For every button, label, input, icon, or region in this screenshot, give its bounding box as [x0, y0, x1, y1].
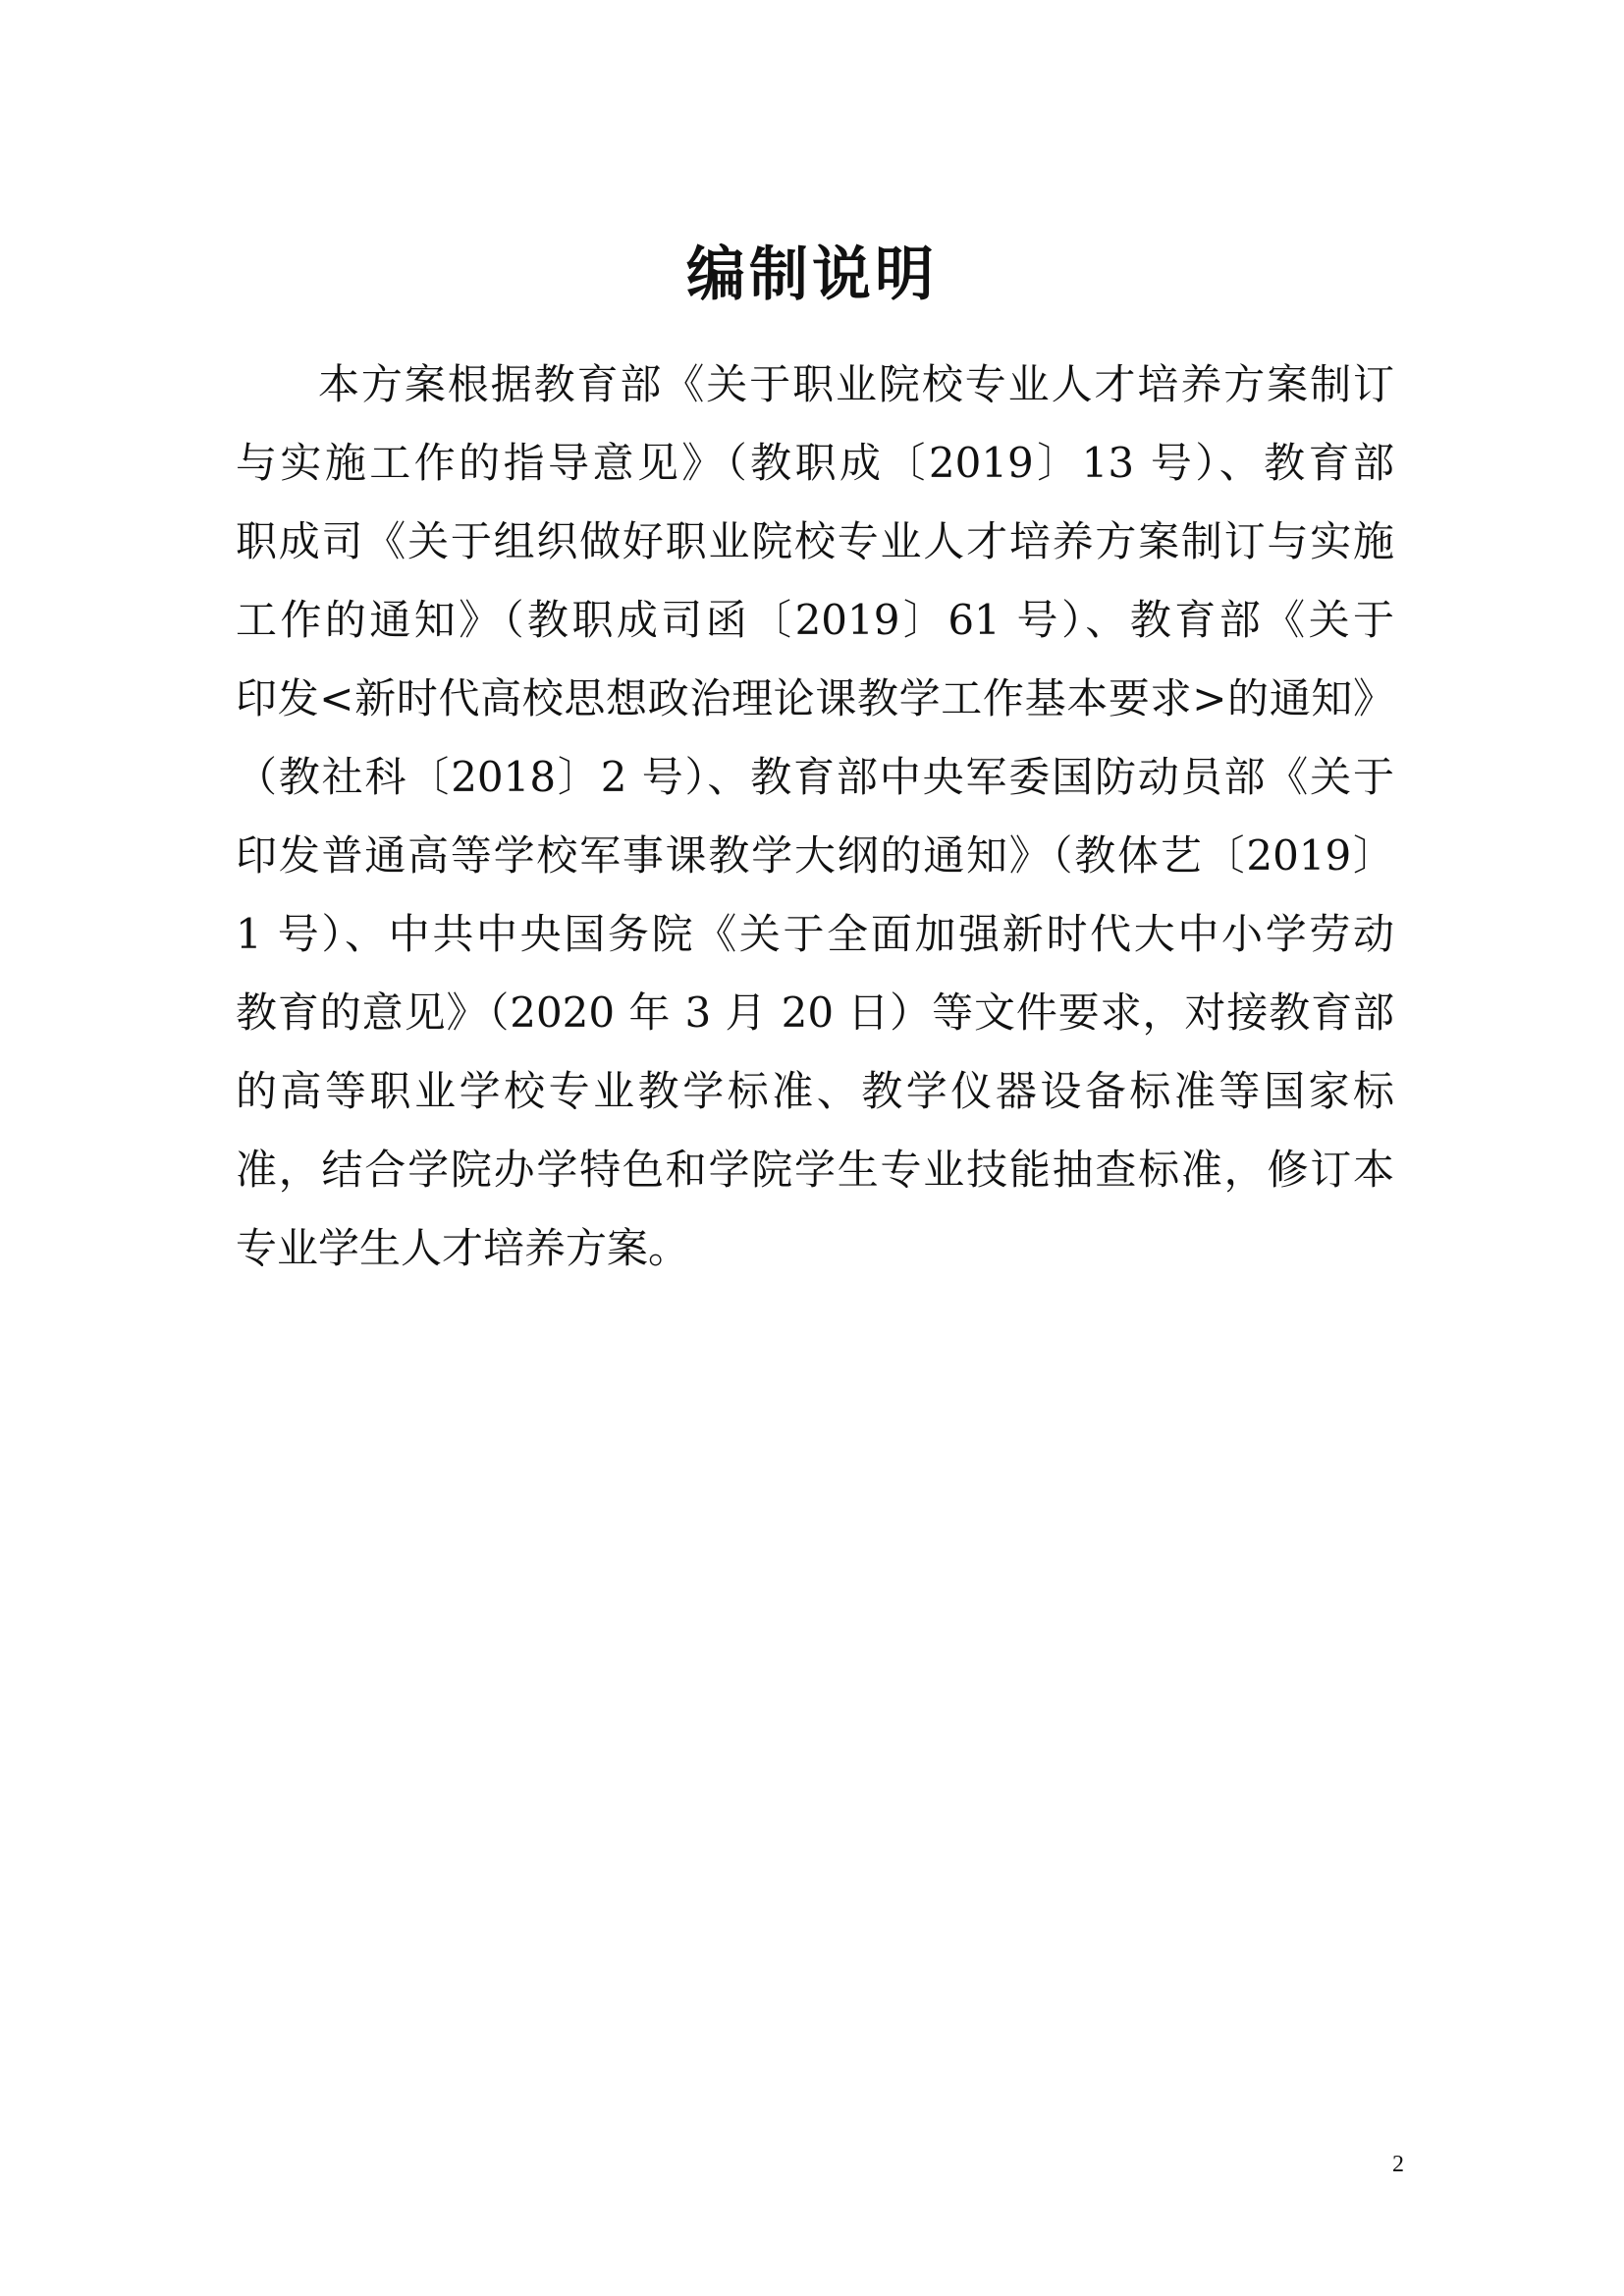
- paragraph-line: 的高等职业学校专业教学标准、教学仪器设备标准等国家标: [236, 1067, 1394, 1115]
- paragraph-line: 印发<新时代高校思想政治理论课教学工作基本要求>的通知》: [236, 674, 1394, 722]
- paragraph-line: 专业学生人才培养方案。: [236, 1224, 690, 1272]
- paragraph-line: 准，结合学院办学特色和学院学生专业技能抽查标准，修订本: [236, 1146, 1394, 1194]
- page-title: 编制说明: [686, 240, 938, 310]
- paragraph-line: 1 号）、中共中央国务院《关于全面加强新时代大中小学劳动: [236, 910, 1394, 958]
- paragraph-line: 工作的通知》（教职成司函〔2019〕61 号）、教育部《关于: [236, 596, 1394, 644]
- paragraph-line: （教社科〔2018〕2 号）、教育部中央军委国防动员部《关于: [236, 753, 1394, 801]
- paragraph-line: 本方案根据教育部《关于职业院校专业人才培养方案制订: [318, 360, 1394, 408]
- paragraph-line: 印发普通高等学校军事课教学大纲的通知》（教体艺〔2019〕: [236, 831, 1394, 880]
- body-paragraph: [236, 346, 1394, 1288]
- page-number: 2: [1392, 2152, 1404, 2177]
- paragraph-line: 教育的意见》（2020 年 3 月 20 日）等文件要求，对接教育部: [236, 988, 1394, 1037]
- paragraph-line: 职成司《关于组织做好职业院校专业人才培养方案制订与实施: [236, 517, 1394, 565]
- paragraph-line: 与实施工作的指导意见》（教职成〔2019〕13 号）、教育部: [236, 439, 1394, 487]
